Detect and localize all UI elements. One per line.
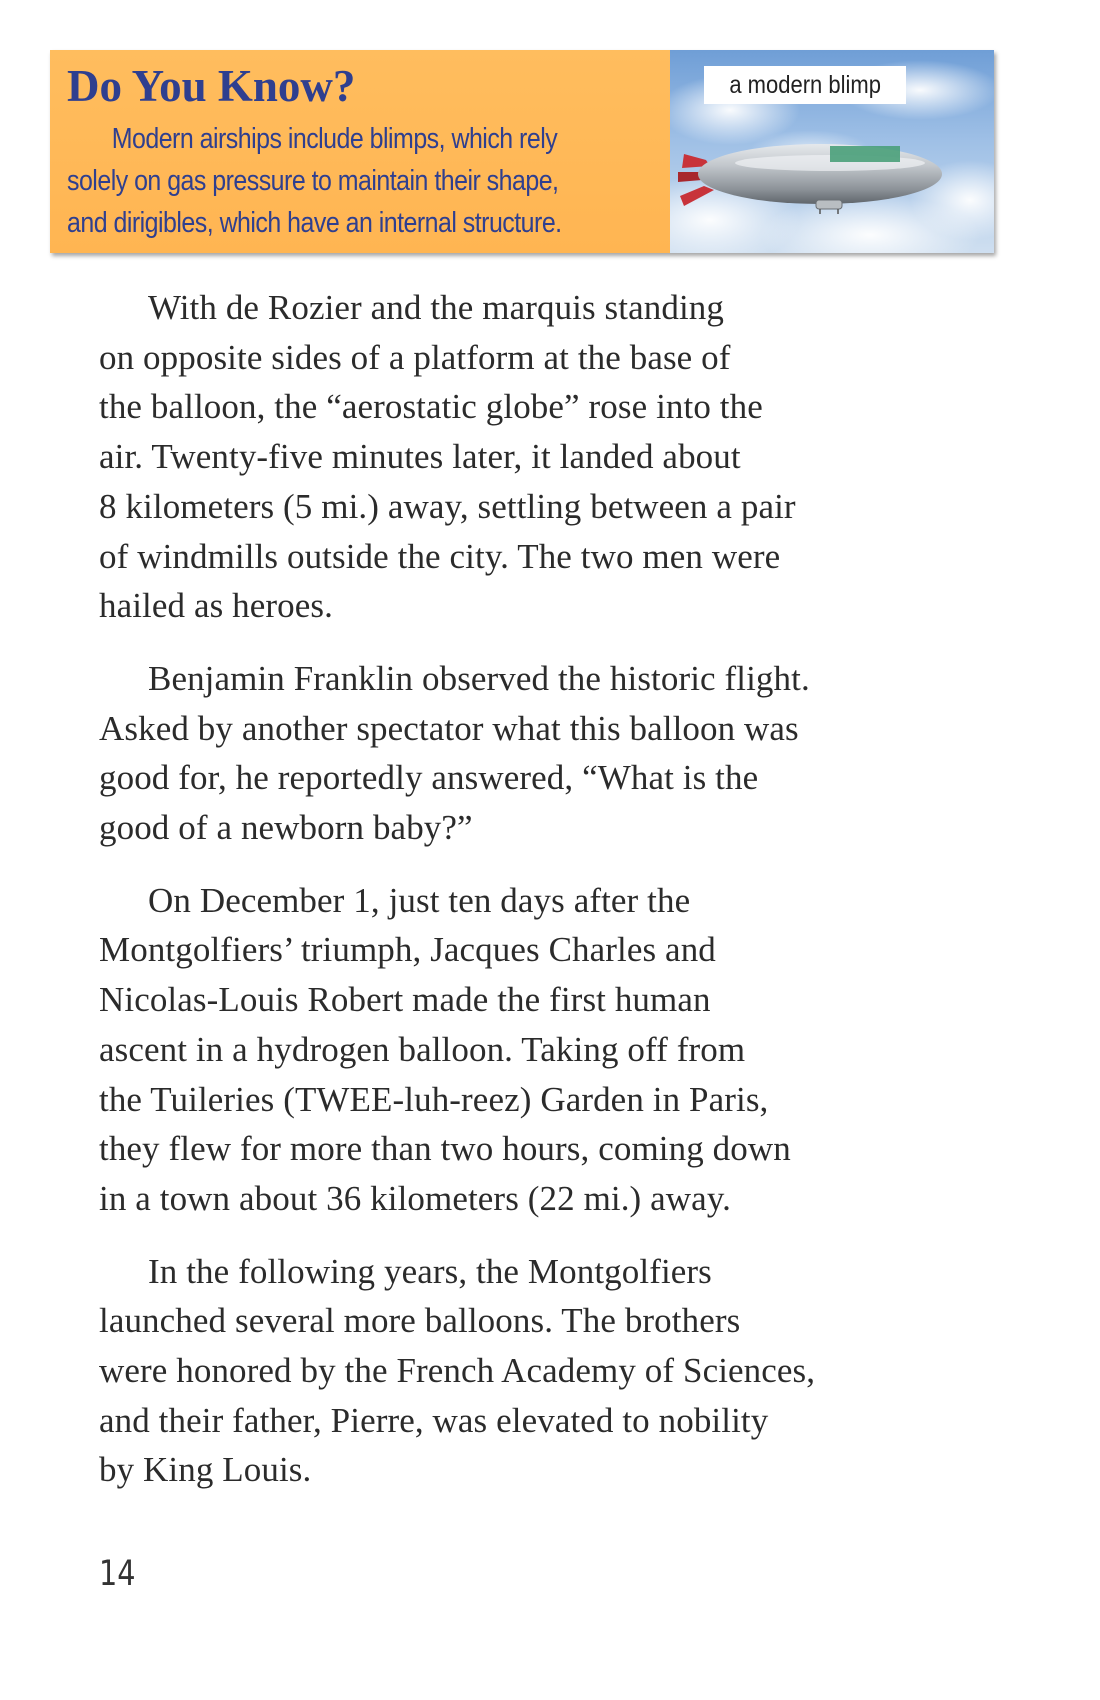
text-line: good of a newborn baby?”	[99, 808, 473, 848]
text-line: air. Twenty-five minutes later, it landed about	[99, 437, 741, 477]
sidebar-body	[67, 118, 673, 244]
text-line: in a town about 36 kilometers (22 mi.) away.	[99, 1178, 731, 1218]
text-line: 8 kilometers (5 mi.) away, settling between a pair	[99, 486, 796, 526]
page-number: 14	[99, 1554, 136, 1594]
text-line: by King Louis.	[99, 1450, 312, 1490]
sidebar-text-panel	[50, 50, 670, 253]
text-line: With de Rozier and the marquis standing	[148, 288, 724, 327]
text-line: and their father, Pierre, was elevated to nobility	[99, 1400, 769, 1440]
sidebar-body-line: and dirigibles, which have an internal structure.	[67, 207, 562, 239]
sidebar-title: Do You Know?	[67, 61, 356, 111]
text-line: On December 1, just ten days after the	[148, 880, 691, 920]
text-line: they flew for more than two hours, coming down	[99, 1129, 791, 1169]
text-line: In the following years, the Montgolfiers	[148, 1251, 712, 1291]
text-line: Asked by another spectator what this balloon was	[99, 708, 799, 748]
sidebar-body-line: Modern airships include blimps, which rely	[111, 123, 558, 155]
main-text	[99, 283, 919, 1518]
blimp-hull	[698, 144, 942, 204]
text-line: Nicolas-Louis Robert made the first human	[99, 980, 711, 1020]
paragraph	[99, 283, 919, 631]
sidebar-body-line: solely on gas pressure to maintain their shape,	[67, 165, 559, 197]
text-line: the balloon, the “aerostatic globe” rose into the	[99, 387, 763, 427]
text-line: Benjamin Franklin observed the historic flight.	[148, 658, 810, 698]
text-line: of windmills outside the city. The two men were	[99, 536, 781, 576]
text-line: hailed as heroes.	[99, 586, 333, 626]
do-you-know-sidebar	[50, 50, 994, 253]
text-line: ascent in a hydrogen balloon. Taking off from	[99, 1029, 746, 1069]
paragraph	[99, 1247, 919, 1496]
text-line: were honored by the French Academy of Sciences,	[99, 1351, 816, 1391]
photo-caption: a modern blimp	[704, 66, 906, 104]
text-line: launched several more balloons. The brothers	[99, 1301, 741, 1341]
text-line: on opposite sides of a platform at the base of	[99, 337, 731, 377]
text-line: Montgolfiers’ triumph, Jacques Charles and	[99, 930, 716, 970]
text-line: good for, he reportedly answered, “What is the	[99, 758, 759, 798]
paragraph	[99, 876, 919, 1224]
text-line: the Tuileries (TWEE-luh-reez) Garden in Paris,	[99, 1079, 769, 1119]
blimp-photo	[670, 50, 994, 253]
paragraph	[99, 654, 919, 853]
